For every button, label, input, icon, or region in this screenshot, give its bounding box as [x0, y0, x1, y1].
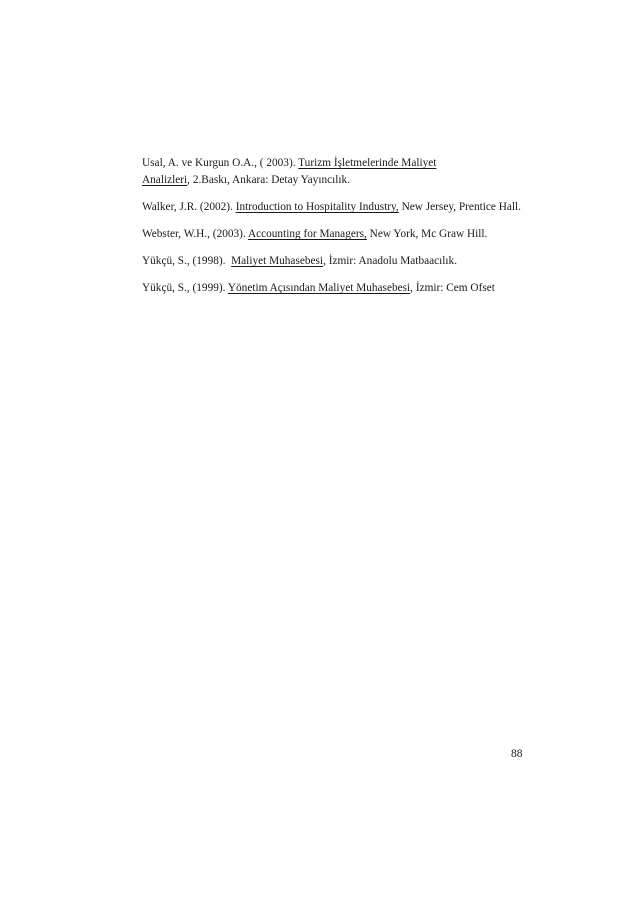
reference-walker-publisher: New Jersey, Prentice Hall. — [398, 201, 522, 213]
reference-walker-authors: Walker, J.R. (2002). — [142, 201, 236, 213]
reference-yukcu-1998-publisher: , İzmir: Anadolu Matbaacılık. — [323, 255, 458, 267]
reference-list — [142, 155, 542, 307]
reference-yukcu-1998-authors: Yükçü, S., (1998). — [142, 255, 232, 267]
reference-yukcu-1998 — [142, 253, 542, 270]
page-number: 88 — [511, 748, 523, 760]
reference-yukcu-1998-title: Maliyet Muhasebesi — [231, 255, 324, 267]
reference-webster — [142, 226, 542, 243]
reference-usal — [142, 155, 542, 189]
reference-walker-title: Introduction to Hospitality Industry, — [235, 201, 399, 213]
reference-webster-authors: Webster, W.H., (2003). — [142, 228, 248, 240]
reference-usal-publisher: , 2.Baskı, Ankara: Detay Yayıncılık. — [187, 174, 351, 186]
reference-yukcu-1999-publisher: , İzmir: Cem Ofset — [410, 282, 495, 294]
reference-usal-title-part1: Turizm İşletmelerinde Maliyet — [298, 157, 437, 169]
reference-usal-authors: Usal, A. ve Kurgun O.A., ( 2003). — [142, 157, 299, 169]
reference-yukcu-1999 — [142, 280, 542, 297]
reference-webster-title: Accounting for Managers, — [247, 228, 367, 240]
reference-walker — [142, 199, 542, 216]
reference-webster-publisher: New York, Mc Graw Hill. — [366, 228, 488, 240]
reference-usal-title-part2: Analizleri — [142, 174, 188, 186]
reference-yukcu-1999-title: Yönetim Açısından Maliyet Muhasebesi — [227, 282, 411, 294]
reference-yukcu-1999-authors: Yükçü, S., (1999). — [142, 282, 228, 294]
